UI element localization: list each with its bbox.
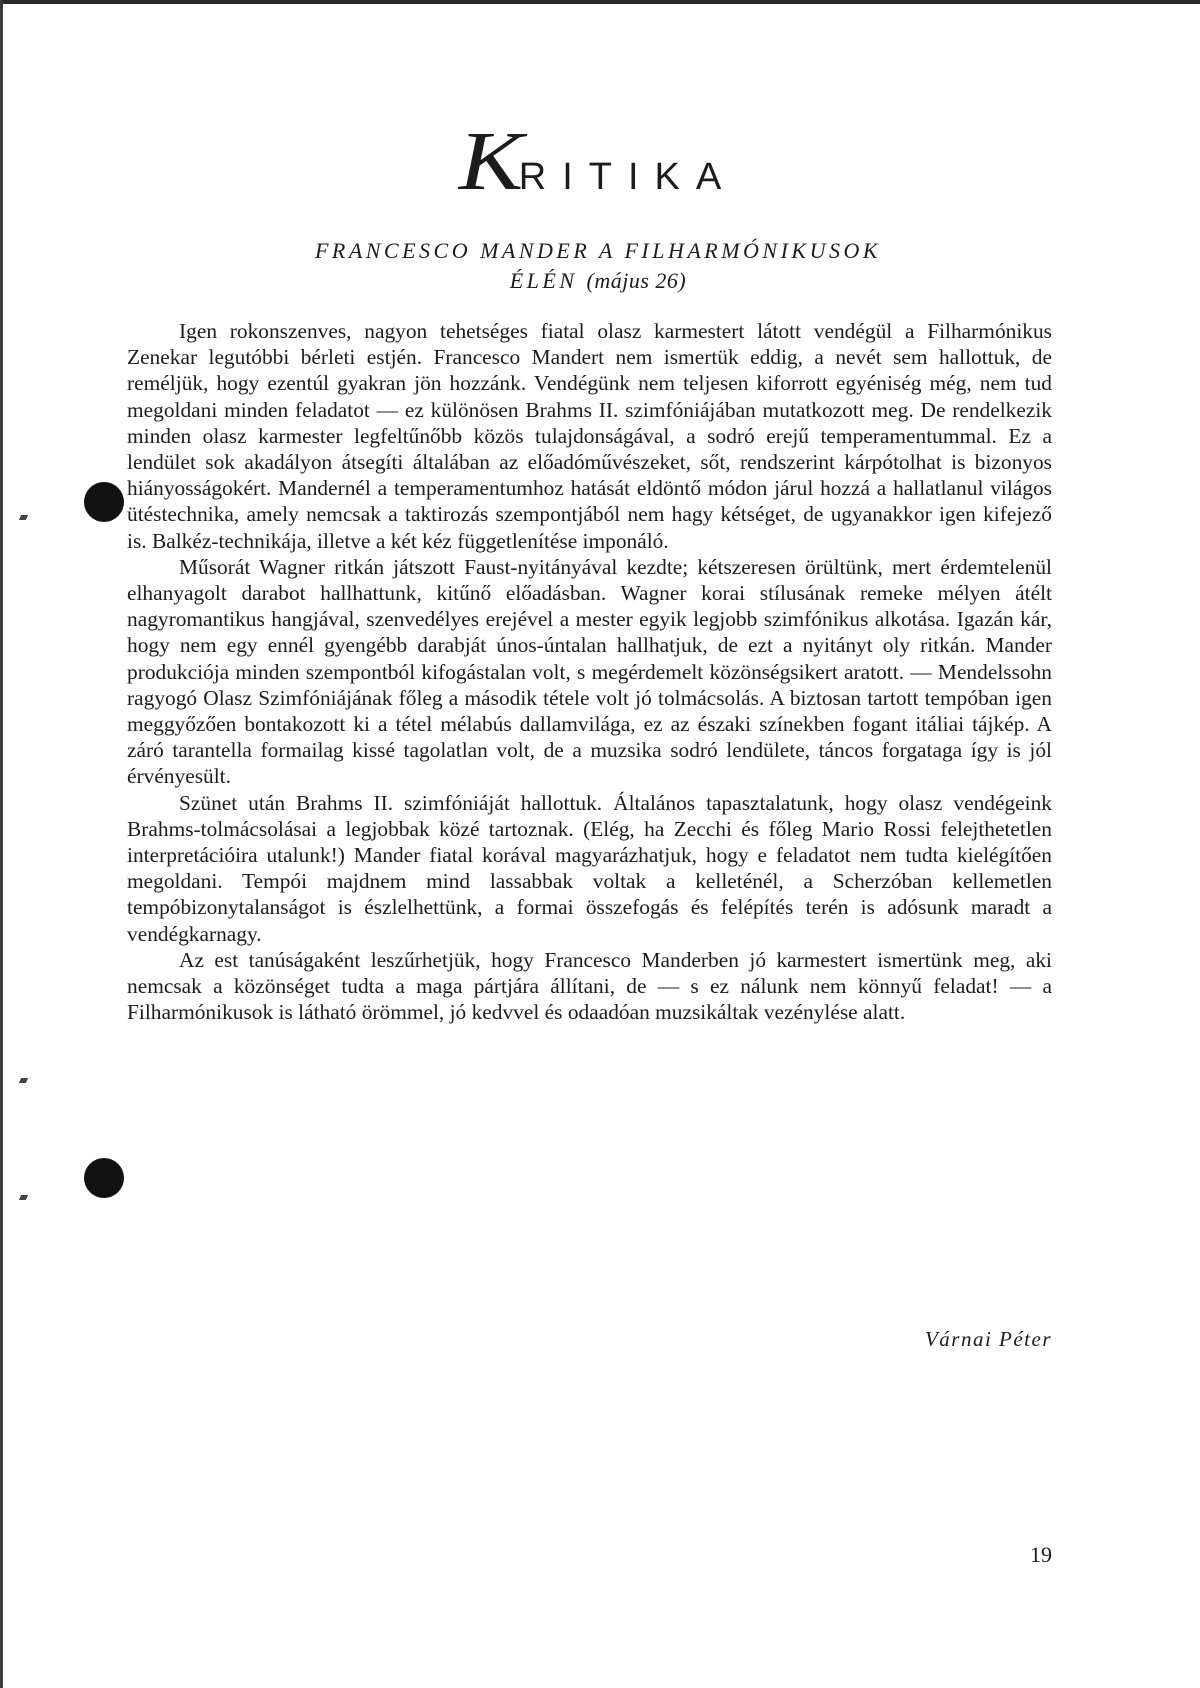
paragraph-2: Műsorát Wagner ritkán játszott Faust-nyitányával kezdte; kétszeresen örültünk, mert érdemtelenül elhanyagolt darabot hallhattunk, kitűnő előadásban. Wagner korai stílusának remeke mélyen átélt nagyromantikus hangjával, szenvedélyes erejével a mester egyik legjobb szimfónikus alkotása. Igazán kár, hogy nem egy ennél gyengébb darabját únos-úntalan hallhatjuk, de ezt a nyitányt oly ritkán. Mander produkciója minden szempontból kifogástalan volt, s megérdemelt közönségsikert aratott. — Mendelssohn ragyogó Olasz Szimfóniájának főleg a második tétele volt jó tolmácsolás. A biztosan tartott tempóban igen meggyőzően bontakozott ki a tétel mélabús dallamvilága, ez az északi színekben fogant itáliai tájkép. A záró tarantella formailag kissé tagolatlan volt, de a muzsika sodró lendülete, táncos forgataga így is jól érvényesült.: [127, 554, 1052, 789]
paragraph-4: Az est tanúságaként leszűrhetjük, hogy Francesco Manderben jó karmestert ismertünk meg, aki nemcsak a közönséget tudta a maga pártjára állítani, de — s ez nálunk nem könnyű feladat! — a Filharmónikusok is látható örömmel, jó kedvvel és odaadóan muzsikáltak vezénylése alatt.: [127, 947, 1052, 1025]
article-date: (május 26): [586, 268, 687, 293]
punch-hole-bottom: [84, 1158, 124, 1198]
paragraph-1: Igen rokonszenves, nagyon tehetséges fiatal olasz karmestert látott vendégül a Filharmónikus Zenekar legutóbbi bérleti estjén. Francesco Mandert nem ismertük eddig, a nevét sem hallottuk, de reméljük, hogy ezentúl gyakran jön hozzánk. Vendégünk nem teljesen kiforrott egyéniség még, nem tud megoldani minden feladatot — ez különösen Brahms II. szimfóniájában mutatkozott meg. De rendelkezik minden olasz karmester legfeltűnőbb közös tulajdonságával, a sodró erejű temperamentummal. Ez a lendület sok akadályon átsegíti általában az előadóművészeket, sőt, rendszerint kárpótolhat is bizonyos hiányosságokért. Mandernél a temperamentumhoz hatását eldöntő módon járul hozzá a hallatlanul világos ütéstechnika, amely nemcsak a taktirozás szempontjából nem hagy kétséget, de ugyanakkor igen kifejező is. Balkéz-technikája, illetve a két kéz függetlenítése imponáló.: [127, 319, 1052, 553]
article-title: [148, 236, 1048, 296]
author-signature: Várnai Péter: [924, 1327, 1052, 1351]
section-initial: K: [458, 115, 523, 208]
page-number: 19: [1030, 1542, 1052, 1567]
margin-mark: [19, 1195, 28, 1200]
article-title-word: ÉLÉN: [509, 268, 578, 293]
section-title-rest: RITIKA: [518, 156, 738, 198]
punch-hole-top: [84, 482, 124, 522]
article-body: [127, 318, 1052, 1025]
top-border-line: [0, 0, 1200, 4]
margin-mark: [19, 1078, 28, 1083]
article-title-line2: [148, 266, 1048, 296]
left-border-line: [0, 0, 3, 1688]
paragraph-3: Szünet után Brahms II. szimfóniáját hallottuk. Általános tapasztalatunk, hogy olasz vendégeink Brahms-tolmácsolásai a legjobbak közé tartoznak. (Elég, ha Zecchi és főleg Mario Rossi felejthetetlen interpretációira utalunk!) Mander fiatal korával magyarázhatjuk, hogy e feladatot nem tudta kielégítően megoldani. Tempói majdnem mind lassabbak voltak a kelleténél, a Scherzóban kellemetlen tempóbizonytalanságot is észlelhettünk, a formai összefogás és felépítés terén is adósunk maradt a vendégkarnagy.: [127, 790, 1052, 946]
margin-mark: [19, 515, 28, 520]
section-header: [0, 115, 1200, 208]
article-title-line1: FRANCESCO MANDER A FILHARMÓNIKUSOK: [314, 238, 882, 263]
